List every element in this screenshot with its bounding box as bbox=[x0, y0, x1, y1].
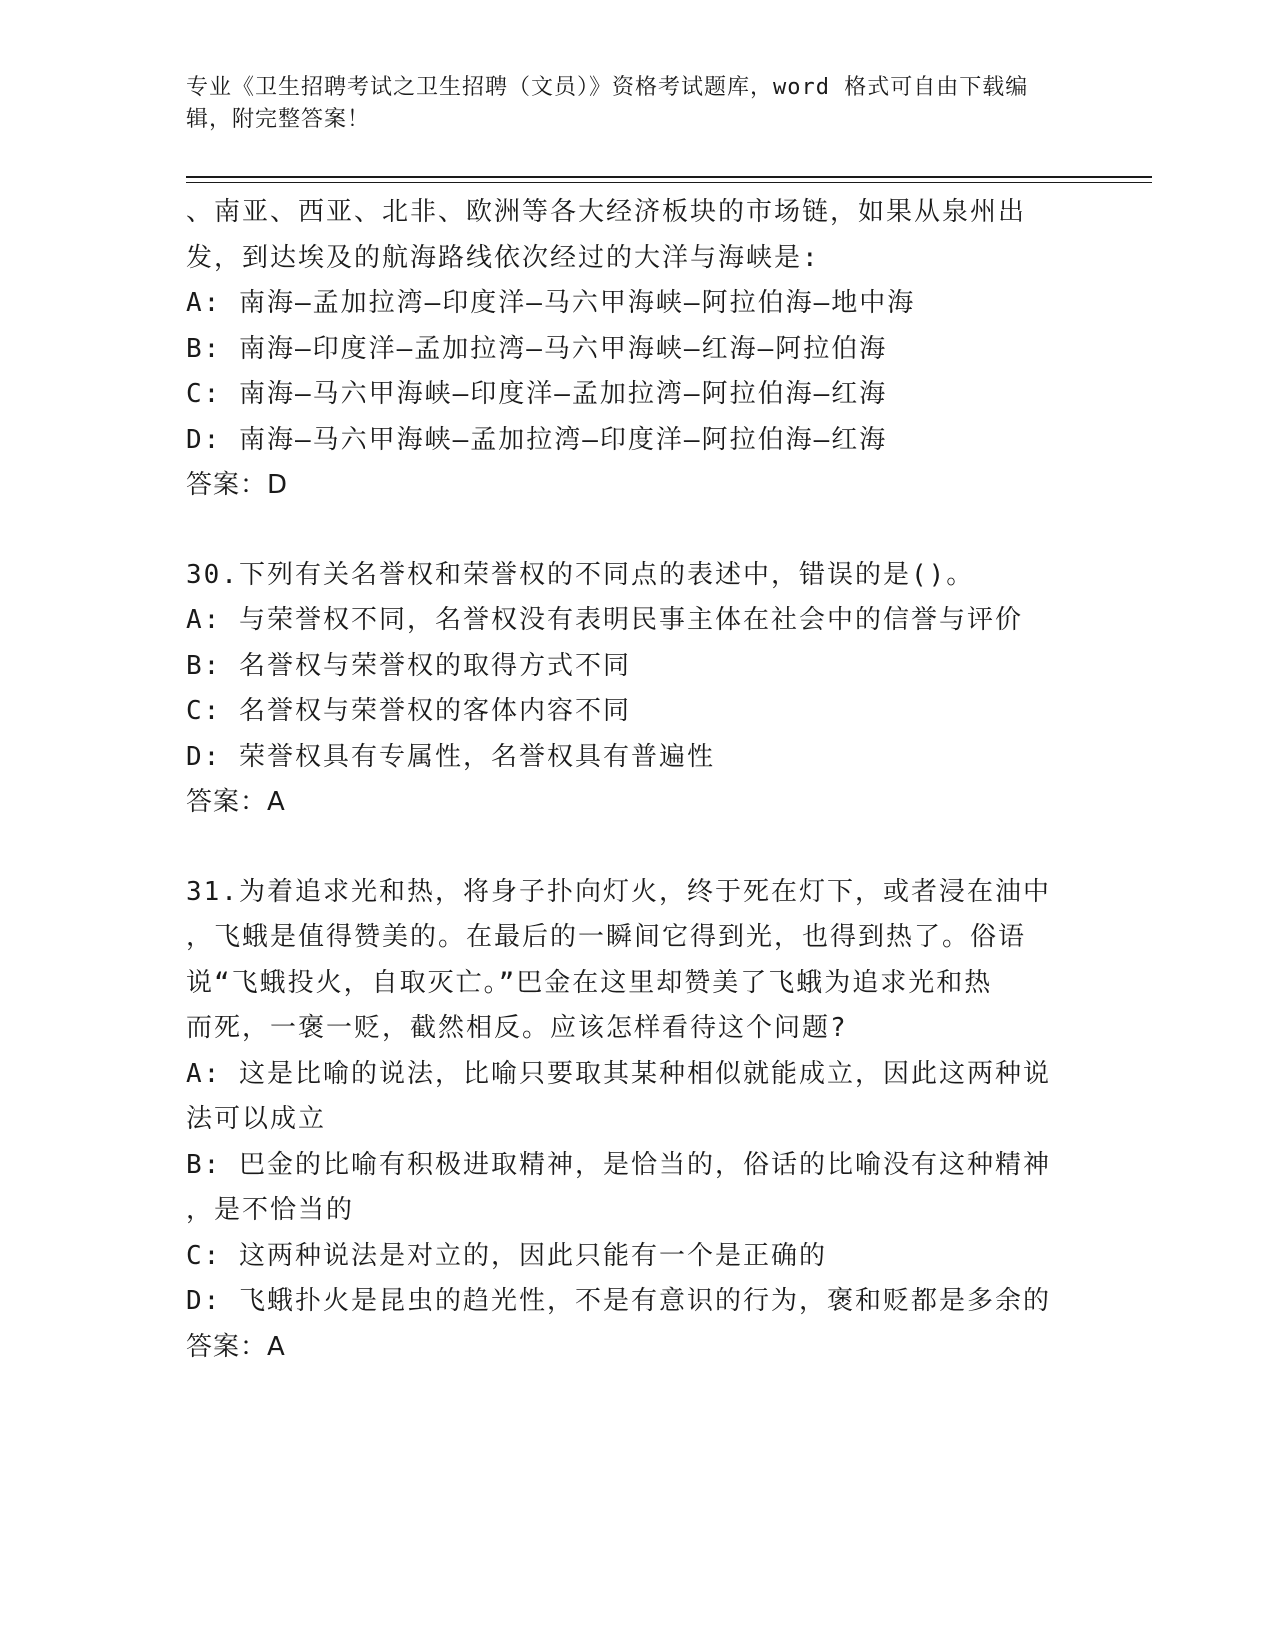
option-c: C: 这两种说法是对立的，因此只能有一个是正确的 bbox=[186, 1240, 827, 1271]
option-b: B: 巴金的比喻有积极进取精神，是恰当的，俗话的比喻没有这种精神 bbox=[186, 1149, 1051, 1180]
option-d: D: 荣誉权具有专属性，名誉权具有普遍性 bbox=[186, 741, 715, 772]
option-a: A: 与荣誉权不同，名誉权没有表明民事主体在社会中的信誉与评价 bbox=[186, 605, 1023, 635]
option-d: D: 南海—马六甲海峡—孟加拉湾—印度洋—阿拉伯海—红海 bbox=[186, 424, 888, 455]
option-b-continued: ，是不恰当的 bbox=[186, 1195, 355, 1225]
option-c: C: 南海—马六甲海峡—印度洋—孟加拉湾—阿拉伯海—红海 bbox=[186, 379, 888, 409]
question-stem-line: 说“飞蛾投火，自取灭亡。”巴金在这里却赞美了飞蛾为追求光和热 bbox=[186, 967, 993, 998]
answer-line: 答案：A bbox=[186, 1331, 286, 1362]
question-stem-line: 31.为着追求光和热，将身子扑向灯火，终于死在灯下，或者浸在油中 bbox=[186, 876, 1051, 907]
option-a: A: 这是比喻的说法，比喻只要取其某种相似就能成立，因此这两种说 bbox=[186, 1058, 1051, 1089]
question-block bbox=[186, 870, 1086, 1371]
question-spacer bbox=[186, 826, 1086, 870]
question-stem-line: 发，到达埃及的航海路线依次经过的大洋与海峡是: bbox=[186, 242, 820, 273]
option-a-continued: 法可以成立 bbox=[186, 1104, 327, 1134]
option-c: C: 名誉权与荣誉权的客体内容不同 bbox=[186, 696, 631, 726]
answer-line: 答案：A bbox=[186, 787, 286, 817]
header-divider-thin bbox=[186, 182, 1152, 183]
question-stem-line: 而死，一褒一贬，截然相反。应该怎样看待这个问题? bbox=[186, 1013, 848, 1043]
header-divider-thick bbox=[186, 176, 1152, 178]
page-header: 专业《卫生招聘考试之卫生招聘（文员）》资格考试题库，word 格式可自由下载编辑，附完整答案！ bbox=[186, 75, 1029, 132]
question-block bbox=[186, 190, 1086, 509]
question-block bbox=[186, 553, 1086, 826]
option-d: D: 飞蛾扑火是昆虫的趋光性，不是有意识的行为，褒和贬都是多余的 bbox=[186, 1286, 1051, 1316]
answer-line: 答案：D bbox=[186, 470, 289, 500]
option-b: B: 南海—印度洋—孟加拉湾—马六甲海峡—红海—阿拉伯海 bbox=[186, 333, 888, 364]
question-list bbox=[186, 190, 1086, 1370]
option-b: B: 名誉权与荣誉权的取得方式不同 bbox=[186, 650, 631, 681]
option-a: A: 南海—孟加拉湾—印度洋—马六甲海峡—阿拉伯海—地中海 bbox=[186, 288, 916, 318]
question-stem-line: 、南亚、西亚、北非、欧洲等各大经济板块的市场链，如果从泉州出 bbox=[186, 197, 1027, 227]
question-stem-line: ，飞蛾是值得赞美的。在最后的一瞬间它得到光，也得到热了。俗语 bbox=[186, 922, 1027, 952]
question-spacer bbox=[186, 509, 1086, 553]
question-stem-line: 30.下列有关名誉权和荣誉权的不同点的表述中，错误的是()。 bbox=[186, 559, 975, 590]
